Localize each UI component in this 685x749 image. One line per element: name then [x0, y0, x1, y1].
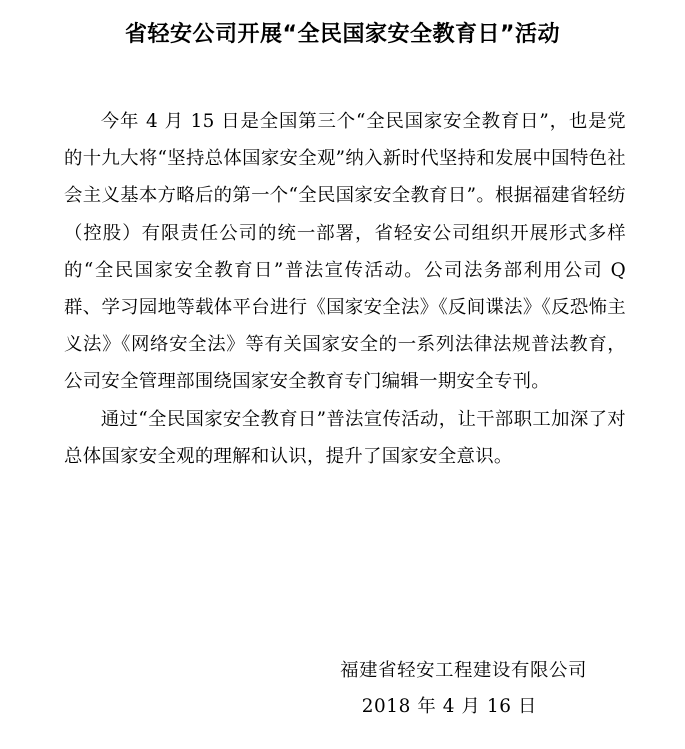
- body-paragraph-2: 通过“全民国家安全教育日”普法宣传活动，让干部职工加深了对总体国家安全观的理解和认识，提升了国家安全意识。: [64, 408, 626, 467]
- body-paragraph-1: 今年 4 月 15 日是全国第三个“全民国家安全教育日”，也是党的十九大将“坚持总体国家安全观”纳入新时代坚持和发展中国特色社会主义基本方略后的第一个“全民国家安全教育日”。根据福建省轻纺（控股）有限责任公司的统一部署，省轻安公司组织开展形式多样的“全民国家安全教育日”普法宣传活动。公司法务部利用公司 Q 群、学习园地等载体平台进行《国家安全法》《反间谍法》《反恐怖主义法》《网络安全法》等有关国家安全的一系列法律法规普法教育，公司安全管理部围绕国家安全教育专门编辑一期安全专刊。: [64, 111, 626, 393]
- signature-date: 2018 年 4 月 16 日: [361, 696, 537, 717]
- document-title: 省轻安公司开展“全民国家安全教育日”活动: [125, 22, 560, 47]
- document-body: [64, 103, 626, 475]
- signature-organization: 福建省轻安工程建设有限公司: [340, 660, 587, 681]
- signature-block: [340, 653, 587, 725]
